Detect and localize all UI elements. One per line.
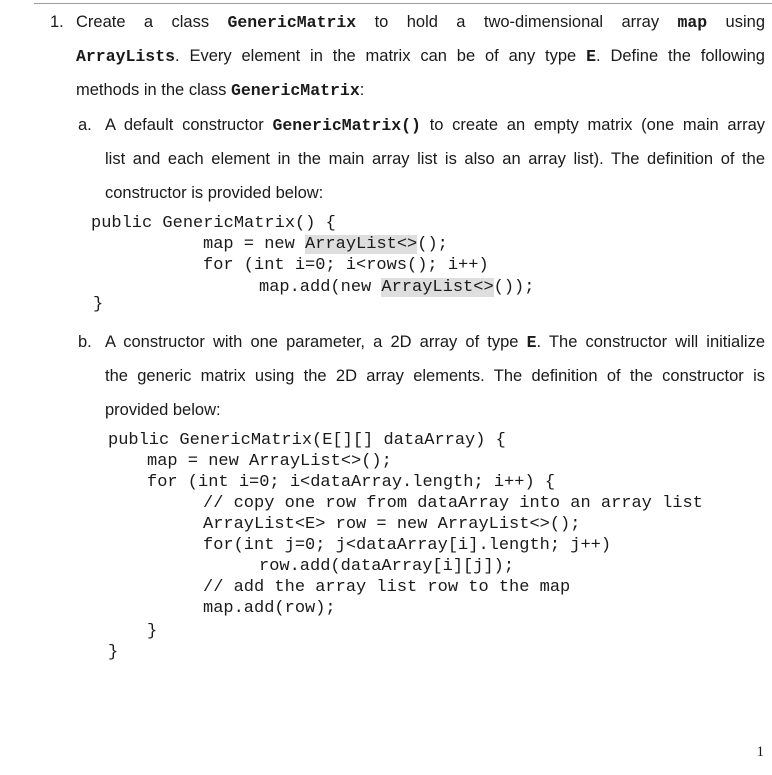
code-a-line-5: } xyxy=(93,295,104,314)
part-b-line-3: provided below: xyxy=(105,401,221,419)
code-b-line-11: } xyxy=(108,643,119,662)
code-a-line-4: map.add(new ArrayList<>()); xyxy=(259,278,535,297)
intro-line-3: methods in the class GenericMatrix: xyxy=(76,81,365,100)
code-b-line-8: // add the array list row to the map xyxy=(203,578,571,597)
code-b-line-6: for(int j=0; j<dataArray[i].length; j++) xyxy=(203,536,612,555)
part-a-line-2: list and each element in the main array list is also an array list). The definition of the xyxy=(105,150,765,168)
part-b-label: b. xyxy=(78,333,92,351)
code-b-line-7: row.add(dataArray[i][j]); xyxy=(259,557,515,576)
code-a-line-3: for (int i=0; i<rows(); i++) xyxy=(203,256,489,275)
code-a-line-1: public GenericMatrix() { xyxy=(91,214,336,233)
code-b-line-1: public GenericMatrix(E[][] dataArray) { xyxy=(108,431,506,450)
part-a-line-1: A default constructor GenericMatrix() to create an empty matrix (one main array xyxy=(105,116,765,135)
code-b-line-5: ArrayList<E> row = new ArrayList<>(); xyxy=(203,515,581,534)
code-a-line-2: map = new ArrayList<>(); xyxy=(203,235,448,254)
intro-line-1: Create a class GenericMatrix to hold a two-dimensional array map using xyxy=(76,13,766,32)
part-a-line-3: constructor is provided below: xyxy=(105,184,324,202)
intro-line-2: ArrayLists. Every element in the matrix can be of any type E. Define the following xyxy=(76,47,765,66)
code-b-line-9: map.add(row); xyxy=(203,599,336,618)
part-a-label: a. xyxy=(78,116,92,134)
part-b-line-2: the generic matrix using the 2D array elements. The definition of the constructor is xyxy=(105,367,765,385)
part-b-line-1: A constructor with one parameter, a 2D array of type E. The constructor will initialize xyxy=(105,333,765,352)
code-b-line-3: for (int i=0; i<dataArray.length; i++) { xyxy=(147,473,556,492)
code-b-line-2: map = new ArrayList<>(); xyxy=(147,452,392,471)
page-number: 1 xyxy=(756,744,764,760)
code-b-line-10: } xyxy=(147,622,158,641)
code-b-line-4: // copy one row from dataArray into an array list xyxy=(203,494,703,513)
question-number: 1. xyxy=(50,13,64,31)
top-rule xyxy=(34,3,772,4)
